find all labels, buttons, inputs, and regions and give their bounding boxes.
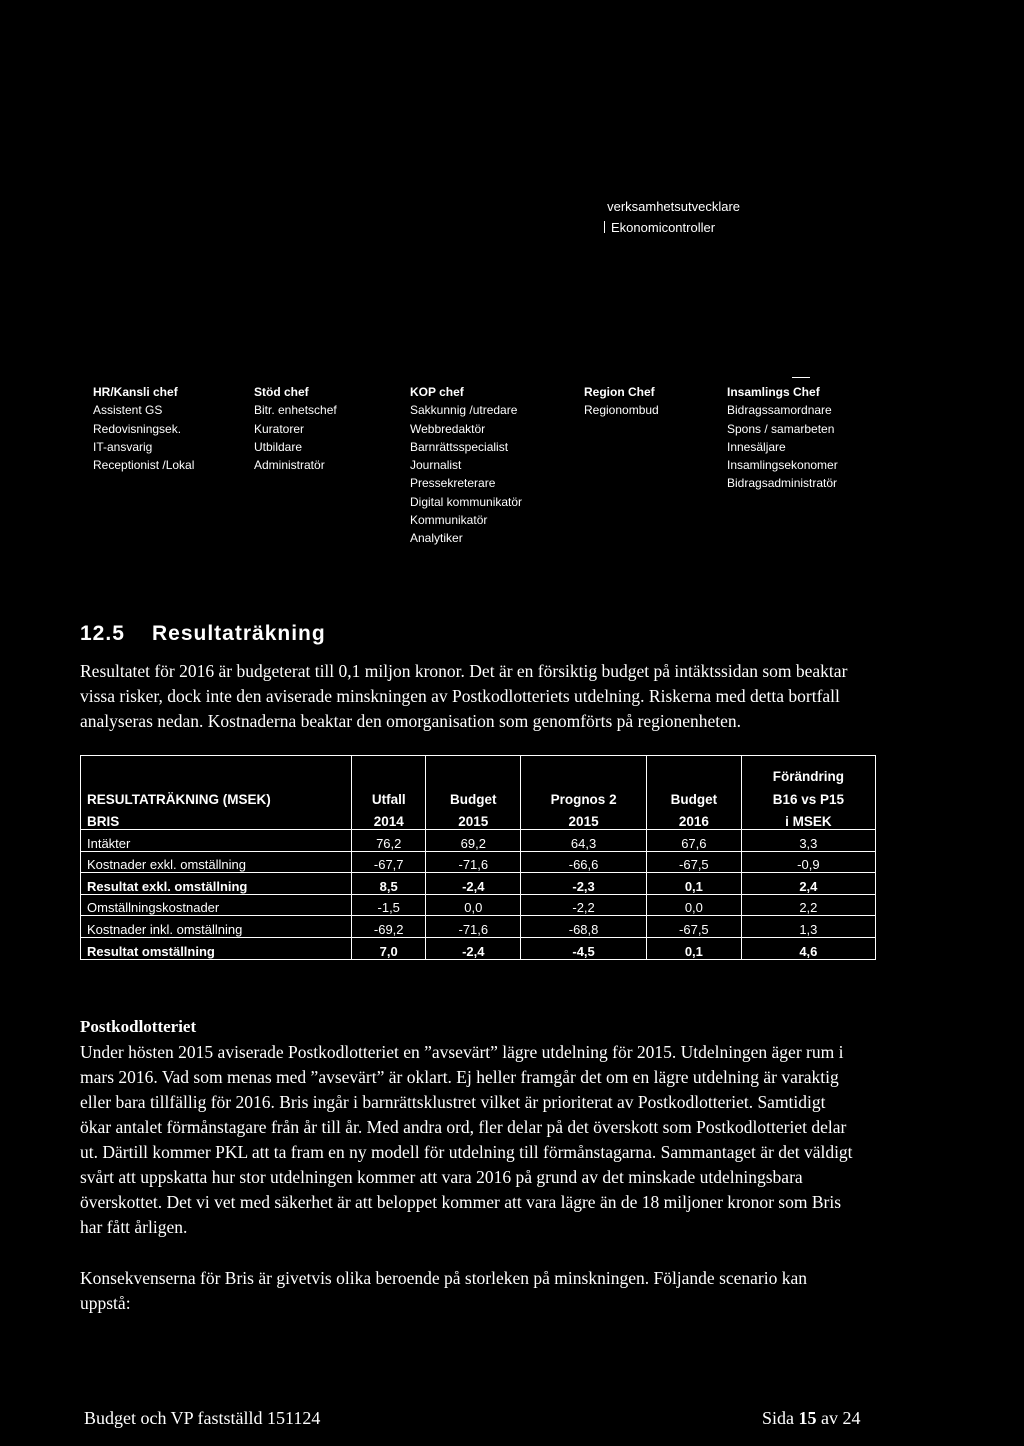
org-column-region (584, 383, 659, 420)
org-item: Webbredaktör (410, 421, 486, 436)
table-cell: Kostnader exkl. omställning (81, 851, 352, 873)
org-item: Spons / samarbeten (727, 421, 835, 436)
org-item: IT-ansvarig (93, 439, 153, 454)
table-cell: -67,7 (352, 851, 426, 873)
table-cell: Omställningskostnader (81, 894, 352, 916)
section-title: Resultaträkning (152, 622, 326, 645)
table-cell: -0,9 (741, 851, 875, 873)
table-cell: 69,2 (426, 830, 521, 852)
org-item: Journalist (410, 458, 462, 473)
org-item: Utbildare (254, 439, 303, 454)
table-header-cell: Budget (426, 784, 521, 807)
org-item: Barnrättsspecialist (410, 439, 509, 454)
table-header-cell (646, 756, 741, 785)
table-header-cell: Utfall (352, 784, 426, 807)
postkod-paragraph (80, 1040, 940, 1240)
table-cell: Intäkter (81, 830, 352, 852)
org-head: Region Chef (584, 385, 655, 399)
org-item: Bitr. enhetschef (254, 403, 337, 418)
table-cell: 2,2 (741, 894, 875, 916)
table-cell: -71,6 (426, 916, 521, 938)
org-item: Kommunikatör (410, 513, 488, 528)
table-cell: -2,3 (521, 873, 647, 895)
table-header-cell (352, 756, 426, 785)
table-cell: 0,0 (426, 894, 521, 916)
table-cell: -69,2 (352, 916, 426, 938)
table-cell: 2,4 (741, 873, 875, 895)
table-cell: -66,6 (521, 851, 647, 873)
intro-line: Resultatet för 2016 är budgeterat till 0,1 miljon kronor. Det är en försiktig budget på intäktssidan som beaktar (80, 661, 848, 681)
table-cell: Resultat omställning (81, 937, 352, 959)
postkod-line: har fått årligen. (80, 1217, 188, 1237)
table-header-cell: 2014 (352, 807, 426, 830)
consequence-line: Konsekvenserna för Bris är givetvis olika beroende på storleken på minskningen. Följande scenario kan (80, 1268, 808, 1288)
table-header-cell: Budget (646, 784, 741, 807)
postkod-line: ökar antalet förmånstagare från år till år. Med andra ord, fler delar på det överskott som Postkodlotteriet delar (80, 1117, 847, 1137)
table-cell: 0,1 (646, 937, 741, 959)
intro-paragraph (80, 659, 940, 734)
table-row (81, 937, 876, 959)
table-cell: Kostnader inkl. omställning (81, 916, 352, 938)
postkod-heading: Postkodlotteriet (80, 1017, 197, 1036)
table-header-cell: i MSEK (741, 807, 875, 830)
table-header-cell: 2016 (646, 807, 741, 830)
table-row (81, 851, 876, 873)
consequence-line: uppstå: (80, 1293, 131, 1313)
table-cell: 64,3 (521, 830, 647, 852)
table-row (81, 873, 876, 895)
top-label-ekonomicontroller: Ekonomicontroller (604, 217, 715, 238)
table-header-row (81, 784, 876, 807)
org-item: Bidragssamordnare (727, 403, 832, 418)
table-header-cell: RESULTATRÄKNING (MSEK) (81, 784, 352, 807)
table-cell: 7,0 (352, 937, 426, 959)
org-item: Bidragsadministratör (727, 476, 838, 491)
table-header-cell: 2015 (521, 807, 647, 830)
table-row (81, 894, 876, 916)
table-header-cell: Förändring (741, 756, 875, 785)
section-heading (80, 622, 326, 646)
table-cell: 1,3 (741, 916, 875, 938)
org-item: Digital kommunikatör (410, 494, 523, 509)
org-item: Assistent GS (93, 403, 163, 418)
table-cell: -2,4 (426, 937, 521, 959)
org-item: Innesäljare (727, 439, 786, 454)
org-item: Administratör (254, 458, 325, 473)
org-item: Kuratorer (254, 421, 305, 436)
postkod-line: Under hösten 2015 aviserade Postkodlotteriet en ”avsevärt” lägre utdelning för 2015. Utdelningen äger rum i (80, 1042, 844, 1062)
org-column-kop (410, 383, 522, 548)
org-item: Redovisningsek. (93, 421, 182, 436)
table-cell: -4,5 (521, 937, 647, 959)
postkod-line: svårt att uppskatta hur stor utdelningen kommer att vara 2016 på grund av det minskade utdelningsbara (80, 1167, 803, 1187)
table-cell: 3,3 (741, 830, 875, 852)
table-header-cell: BRIS (81, 807, 352, 830)
org-item: Analytiker (410, 531, 463, 546)
table-header-cell: B16 vs P15 (741, 784, 875, 807)
table-row (81, 916, 876, 938)
table-cell: 8,5 (352, 873, 426, 895)
intro-line: vissa risker, dock inte den aviserade minskningen av Postkodlotteriets utdelning. Riskerna med detta bortfall (80, 686, 840, 706)
org-item: Regionombud (584, 403, 659, 418)
table-cell: -67,5 (646, 851, 741, 873)
table-header-cell (81, 756, 352, 785)
table-cell: 4,6 (741, 937, 875, 959)
postkod-line: eller bara tillfällig för 2016. Bris ingår i barnrättsklustret vilket är prioriterat av Postkodlotteriet. Samtidigt (80, 1092, 826, 1112)
org-head: Insamlings Chef (727, 385, 820, 399)
table-cell: -2,4 (426, 873, 521, 895)
table-row (81, 830, 876, 852)
table-cell: -71,6 (426, 851, 521, 873)
table-header-cell: Prognos 2 (521, 784, 647, 807)
postkod-line: mars 2016. Vad som menas med ”avsevärt” är oklart. Ej heller framgår det om en lägre utdelning är varaktig (80, 1067, 839, 1087)
org-item: Insamlingsekonomer (727, 458, 838, 473)
result-table (80, 755, 876, 960)
table-cell: -2,2 (521, 894, 647, 916)
org-divider (792, 377, 810, 378)
org-column-hr (93, 383, 194, 474)
table-cell: -1,5 (352, 894, 426, 916)
org-column-stod (254, 383, 337, 474)
table-header-row (81, 807, 876, 830)
postkod-line: ut. Därtill kommer PKL att ta fram en ny modell för utdelning till förmånstagarna. Sammantaget är det väldigt (80, 1142, 853, 1162)
org-column-insamling (727, 383, 838, 493)
table-cell: 67,6 (646, 830, 741, 852)
table-cell: 0,1 (646, 873, 741, 895)
intro-line: analyseras nedan. Kostnaderna beaktar den omorganisation som genomförts på regionenheten. (80, 711, 742, 731)
postkod-line: överskottet. Det vi vet med säkerhet är att beloppet kommer att vara lägre än de 18 miljoner kronor som Bris (80, 1192, 842, 1212)
footer-left: Budget och VP fastställd 151124 (84, 1408, 321, 1428)
org-item: Receptionist /Lokal (93, 458, 195, 473)
section-number: 12.5 (80, 622, 125, 645)
table-cell: 0,0 (646, 894, 741, 916)
org-item: Pressekreterare (410, 476, 496, 491)
org-head: HR/Kansli chef (93, 385, 178, 399)
org-item: Sakkunnig /utredare (410, 403, 518, 418)
table-cell: -68,8 (521, 916, 647, 938)
top-label-verksamhetsutvecklare: verksamhetsutvecklare (606, 199, 741, 214)
table-cell: Resultat exkl. omställning (81, 873, 352, 895)
table-header-cell (521, 756, 647, 785)
table-header-cell (426, 756, 521, 785)
org-head: KOP chef (410, 385, 464, 399)
org-head: Stöd chef (254, 385, 309, 399)
table-header-row (81, 756, 876, 785)
table-header-cell: 2015 (426, 807, 521, 830)
footer-page-number: Sida 15 av 24 (762, 1408, 861, 1428)
table-cell: 76,2 (352, 830, 426, 852)
consequence-paragraph (80, 1266, 940, 1316)
table-cell: -67,5 (646, 916, 741, 938)
